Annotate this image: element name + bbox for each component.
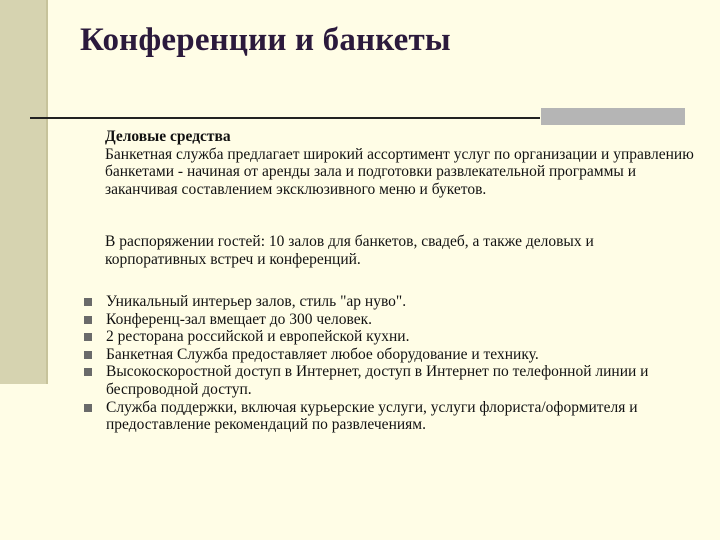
square-bullet-icon xyxy=(84,316,92,324)
square-bullet-icon xyxy=(84,404,92,412)
section-heading: Деловые средства xyxy=(105,128,231,145)
decorative-grey-block xyxy=(541,108,685,125)
list-item xyxy=(84,311,704,329)
business-facilities-paragraph xyxy=(105,128,695,198)
square-bullet-icon xyxy=(84,333,92,341)
title-divider xyxy=(30,117,540,119)
list-item xyxy=(84,293,704,311)
list-item-text: Уникальный интерьер залов, стиль "ар нуво". xyxy=(106,293,407,310)
list-item-text: Служба поддержки, включая курьерские услуги, услуги флориста/оформителя и предоставление рекомендаций по развлечениям. xyxy=(106,398,638,434)
list-item xyxy=(84,346,704,364)
left-band-edge xyxy=(46,0,48,384)
intro-text: Банкетная служба предлагает широкий ассортимент услуг по организации и управлению банкетами - начиная от аренды зала и подготовки развлекательной программы и заканчивая составлением эксклюзивного меню и букетов. xyxy=(105,145,694,198)
square-bullet-icon xyxy=(84,368,92,376)
left-decorative-band xyxy=(0,0,48,384)
list-item-text: Банкетная Служба предоставляет любое оборудование и технику. xyxy=(106,345,539,363)
list-item xyxy=(84,328,704,346)
list-item-text: 2 ресторана российской и европейской кухни. xyxy=(106,328,410,346)
list-item xyxy=(84,363,704,398)
list-item xyxy=(84,399,704,434)
features-list xyxy=(84,293,704,434)
halls-paragraph: В распоряжении гостей: 10 залов для банкетов, свадеб, а также деловых и корпоративных встреч и конференций. xyxy=(105,233,594,268)
slide-title: Конференции и банкеты xyxy=(80,22,451,58)
list-item-text: Конференц-зал вмещает до 300 человек. xyxy=(106,310,373,328)
list-item-text: Высокоскоростной доступ в Интернет, доступ в Интернет по телефонной линии и беспроводной доступ. xyxy=(106,363,649,398)
square-bullet-icon xyxy=(84,298,92,306)
square-bullet-icon xyxy=(84,351,92,359)
